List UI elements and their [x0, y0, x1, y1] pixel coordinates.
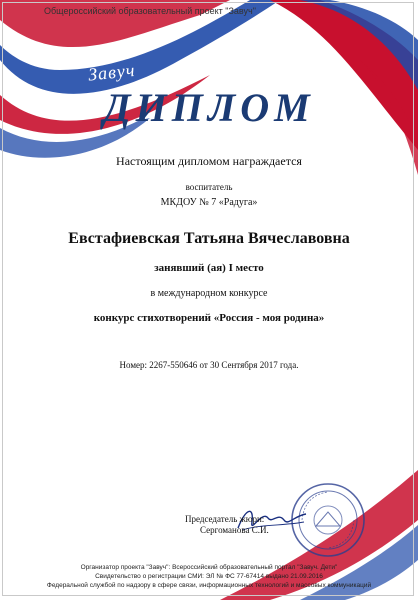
jury-chair-label: Председатель жюри: [185, 514, 265, 524]
footer-issuer: Федеральной службой по надзору в сфере связи, информационных технологий и массовых коммуникаций [46, 582, 372, 589]
contest-name: конкурс стихотворений «Россия - моя родина» [93, 312, 325, 324]
footer-registration: Свидетельство о регистрации СМИ: ЭЛ № ФС 77-67414 выдано 21.09.2016 [95, 573, 323, 580]
footer-organizer: Организатор проекта "Завуч": Всероссийский образовательный портал "Завуч. Дети" [80, 564, 338, 571]
awarded-text: Настоящим дипломом награждается [116, 154, 302, 168]
diploma-number: Номер: 2267-550646 от 30 Сентября 2017 года. [119, 360, 299, 370]
contest-intro: в международном конкурсе [150, 288, 268, 299]
zavuch-logo: Завуч [87, 59, 137, 85]
jury-chair-name: Сергоманова С.И. [200, 525, 269, 535]
diploma-title: ДИПЛОМ [103, 85, 315, 130]
recipient-name: Евстафиевская Татьяна Вячеславовна [68, 230, 350, 247]
recipient-role: воспитатель [185, 182, 233, 192]
award-place: занявший (ая) I место [154, 262, 264, 274]
recipient-organization: МКДОУ № 7 «Радуга» [160, 197, 258, 208]
project-header: Общероссийский образовательный проект "Завуч" [44, 6, 256, 16]
